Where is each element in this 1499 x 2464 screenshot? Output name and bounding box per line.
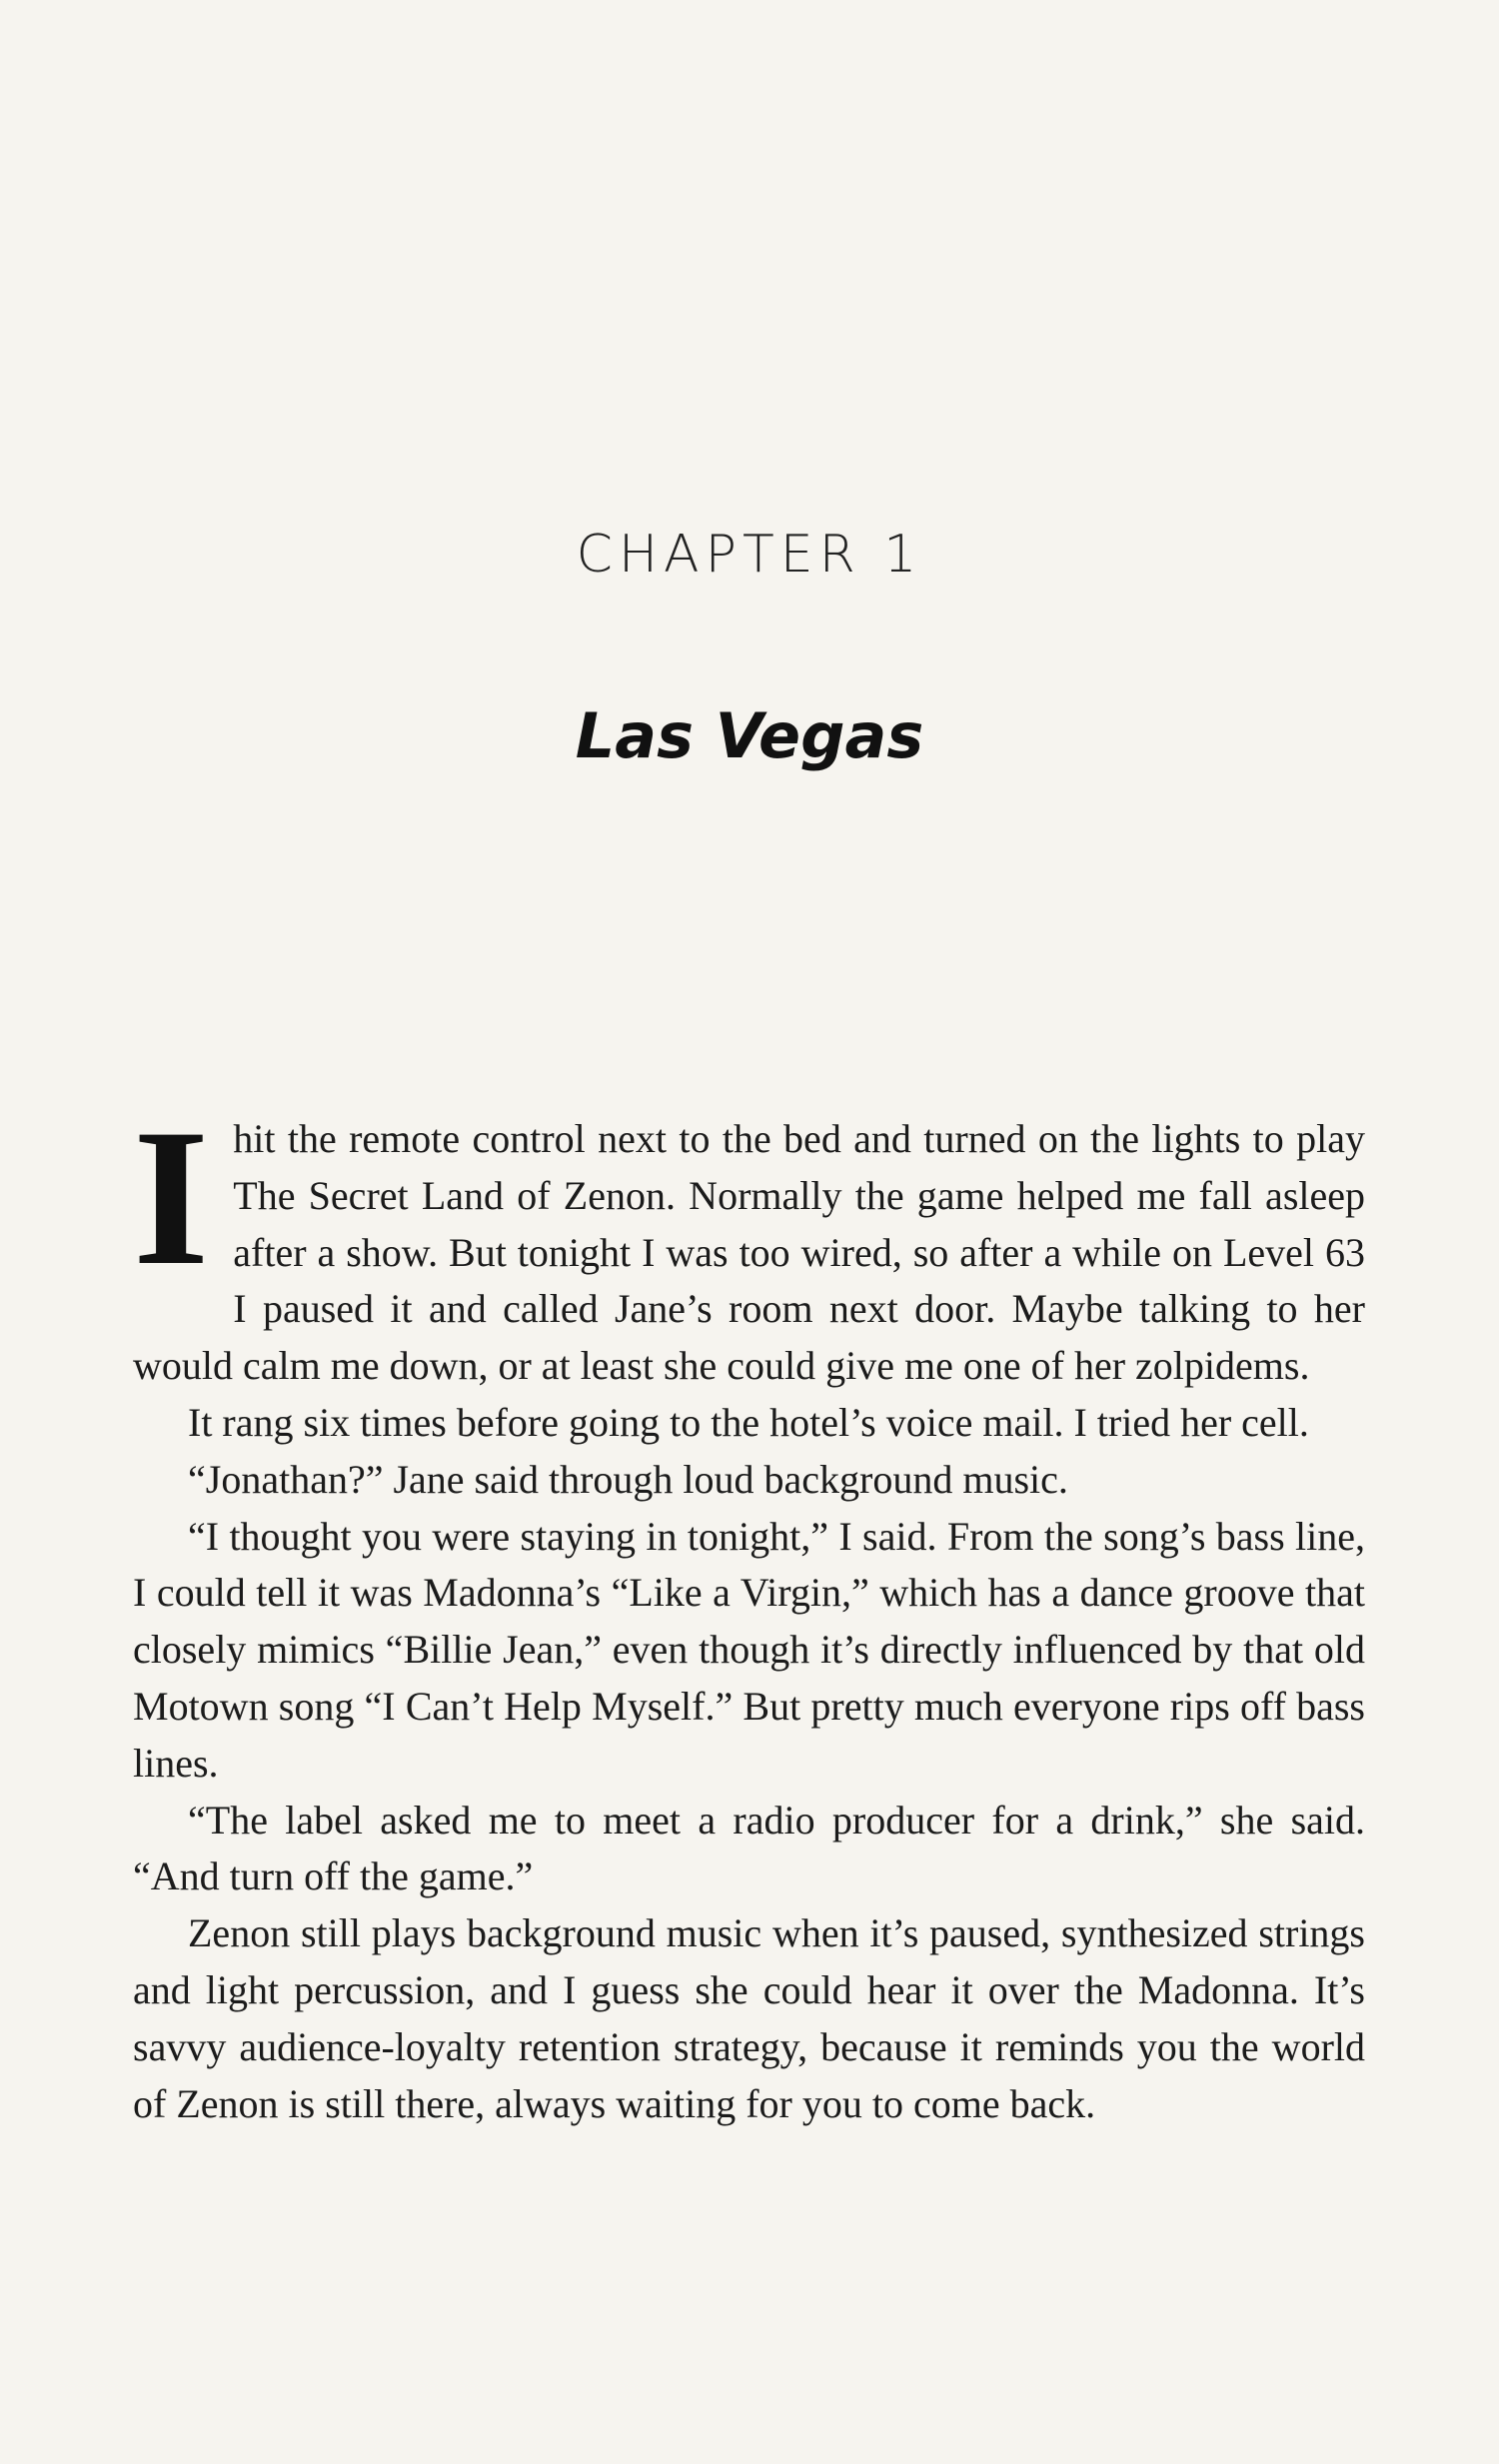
paragraph-6: Zenon still plays background music when it’s paused, synthesized strings and light percussion, and I guess she could hear it over the Madonna. It’s savvy audience-loyalty retention strategy, because it reminds you the world of Zenon is still there, always waiting for you to come back. [133, 1910, 1365, 2126]
chapter-title: Las Vegas [575, 699, 924, 772]
drop-cap: I [133, 1089, 210, 1306]
chapter-body [133, 1089, 1365, 2132]
paragraph-1-text: hit the remote control next to the bed and turned on the lights to play The Secret Land of Zenon. Normally the game helped me fall asleep after a show. But tonight I was too wired, so after a while on Level 63 I paused it and called Jane’s room next door. Maybe talking to her would calm me down, or at least she could give me one of her zolpidems. [133, 1116, 1365, 1389]
paragraph-1 [133, 1089, 1365, 1395]
paragraph-2: It rang six times before going to the hotel’s voice mail. I tried her cell. [188, 1399, 1309, 1445]
paragraph-5: “The label asked me to meet a radio producer for a drink,” she said. “And turn off the game.” [133, 1797, 1365, 1899]
paragraph-3: “Jonathan?” Jane said through loud background music. [188, 1456, 1068, 1502]
chapter-label: CHAPTER 1 [576, 525, 923, 585]
paragraph-4: “I thought you were staying in tonight,” I said. From the song’s bass line, I could tell it was Madonna’s “Like a Virgin,” which has a dance groove that closely mimics “Billie Jean,” even though it’s directly influenced by that old Motown song “I Can’t Help Myself.” But pretty much everyone rips off bass lines. [133, 1513, 1365, 1786]
